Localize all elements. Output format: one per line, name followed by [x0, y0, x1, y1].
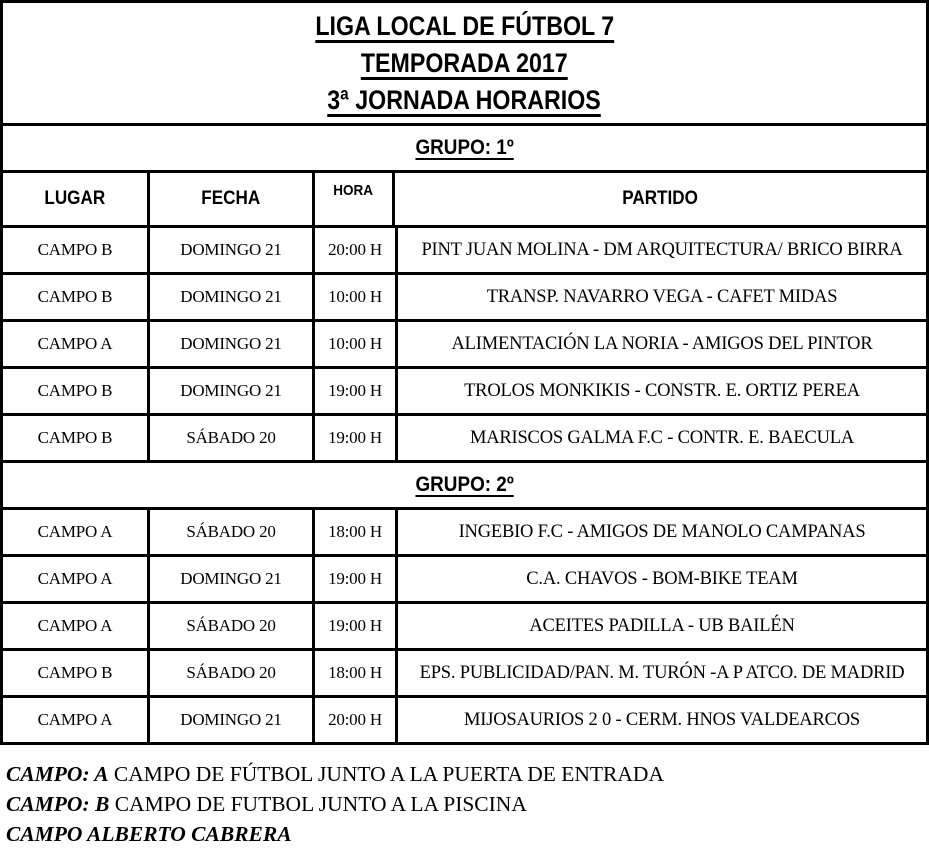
fecha-value: SÁBADO 20	[150, 604, 315, 648]
lugar-value: CAMPO A	[3, 698, 150, 742]
partido-value: PINT JUAN MOLINA - DM ARQUITECTURA/ BRICO BIRRA	[421, 239, 903, 260]
fecha-value: DOMINGO 21	[150, 369, 315, 413]
match-row	[3, 698, 926, 742]
partido-value: TROLOS MONKIKIS - CONSTR. E. ORTIZ PEREA	[464, 380, 860, 401]
lugar-value: CAMPO A	[3, 604, 150, 648]
lugar-value: CAMPO A	[3, 510, 150, 554]
partido-value: TRANSP. NAVARRO VEGA - CAFET MIDAS	[486, 286, 838, 307]
fecha-value: DOMINGO 21	[150, 228, 315, 272]
campo-b-key: CAMPO: B	[6, 792, 110, 816]
hora-value: 19:00 H	[315, 557, 398, 601]
lugar-value: CAMPO B	[3, 275, 150, 319]
lugar-value: CAMPO A	[3, 557, 150, 601]
column-header-hora: HORA	[315, 173, 395, 225]
hora-value: 20:00 H	[315, 228, 398, 272]
match-row	[3, 557, 926, 604]
fecha-value: DOMINGO 21	[150, 322, 315, 366]
hora-value: 10:00 H	[315, 275, 398, 319]
hora-value: 10:00 H	[315, 322, 398, 366]
match-row	[3, 275, 926, 322]
campo-b-desc: CAMPO DE FUTBOL JUNTO A LA PISCINA	[109, 792, 527, 816]
partido-value: MIJOSAURIOS 2 0 - CERM. HNOS VALDEARCOS	[463, 709, 860, 730]
match-row	[3, 651, 926, 698]
match-row	[3, 416, 926, 463]
hora-value: 20:00 H	[315, 698, 398, 742]
column-header-fecha: FECHA	[150, 173, 315, 225]
campo-a-legend	[6, 759, 929, 789]
campo-a-key: CAMPO: A	[6, 762, 109, 786]
match-row	[3, 228, 926, 275]
hora-value: 18:00 H	[315, 651, 398, 695]
lugar-value: CAMPO B	[3, 228, 150, 272]
partido-value: ACEITES PADILLA - UB BAILÉN	[529, 615, 795, 636]
fecha-value: DOMINGO 21	[150, 698, 315, 742]
group-1-banner	[3, 126, 926, 173]
partido-value: EPS. PUBLICIDAD/PAN. M. TURÓN -A P ATCO. DE MADRID	[419, 662, 905, 683]
column-header-row	[3, 173, 926, 228]
league-title: LIGA LOCAL DE FÚTBOL 7	[315, 10, 614, 41]
partido-value: INGEBIO F.C - AMIGOS DE MANOLO CAMPANAS	[458, 521, 866, 542]
matchday-title: 3ª JORNADA HORARIOS	[327, 84, 602, 115]
fecha-value: SÁBADO 20	[150, 651, 315, 695]
hora-value: 19:00 H	[315, 604, 398, 648]
document-header	[3, 3, 926, 126]
campo-alberto-cabrera-legend: CAMPO ALBERTO CABRERA	[6, 822, 292, 846]
match-row	[3, 510, 926, 557]
fecha-value: DOMINGO 21	[150, 557, 315, 601]
season-title: TEMPORADA 2017	[361, 47, 568, 78]
match-row	[3, 322, 926, 369]
campo-b-legend	[6, 789, 929, 819]
lugar-value: CAMPO B	[3, 369, 150, 413]
fecha-value: SÁBADO 20	[150, 510, 315, 554]
column-header-partido: PARTIDO	[622, 188, 699, 209]
group-1-label: GRUPO: 1º	[415, 136, 514, 159]
partido-value: MARISCOS GALMA F.C - CONTR. E. BAECULA	[469, 427, 855, 448]
lugar-value: CAMPO A	[3, 322, 150, 366]
match-row	[3, 604, 926, 651]
lugar-value: CAMPO B	[3, 416, 150, 460]
group-2-banner	[3, 463, 926, 510]
hora-value: 18:00 H	[315, 510, 398, 554]
partido-value: ALIMENTACIÓN LA NORIA - AMIGOS DEL PINTOR	[451, 333, 873, 354]
lugar-value: CAMPO B	[3, 651, 150, 695]
partido-value: C.A. CHAVOS - BOM-BIKE TEAM	[526, 568, 798, 589]
column-header-lugar: LUGAR	[3, 173, 150, 225]
match-row	[3, 369, 926, 416]
hora-value: 19:00 H	[315, 416, 398, 460]
campo-a-desc: CAMPO DE FÚTBOL JUNTO A LA PUERTA DE ENTRADA	[108, 762, 664, 786]
hora-value: 19:00 H	[315, 369, 398, 413]
field-legend	[6, 759, 929, 849]
fecha-value: DOMINGO 21	[150, 275, 315, 319]
group-2-label: GRUPO: 2º	[415, 473, 514, 496]
fecha-value: SÁBADO 20	[150, 416, 315, 460]
